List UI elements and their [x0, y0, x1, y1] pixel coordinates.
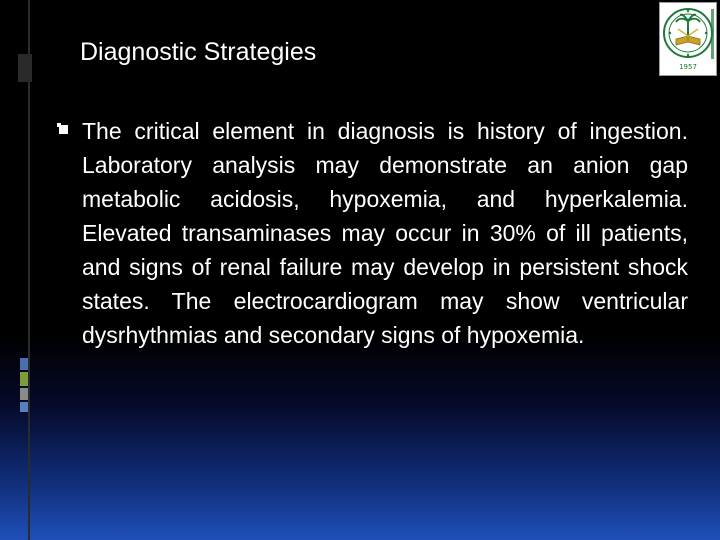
university-seal-icon: [659, 2, 717, 76]
slide-title: Diagnostic Strategies: [80, 38, 317, 66]
body-paragraph: The critical element in diagnosis is history of ingestion. Laboratory analysis may demonstrate an anion gap metabolic acidosis, hypoxemia, and hyperkalemia. Elevated transaminases may occur in 30% of ill patients, and signs of renal failure may develop in persistent shock states. The electrocardiogram may show ventricular dysrhythmias and secondary signs of hypoxemia.: [82, 118, 688, 348]
seal-year-text: 1957: [679, 63, 697, 71]
accent-bar-light-blue: [20, 402, 28, 412]
accent-bar-green: [20, 372, 28, 386]
accent-bar-gray: [20, 388, 28, 400]
accent-bar-blue: [20, 358, 28, 370]
corner-decorative-block: [18, 54, 32, 82]
square-bullet-icon: [56, 122, 70, 136]
